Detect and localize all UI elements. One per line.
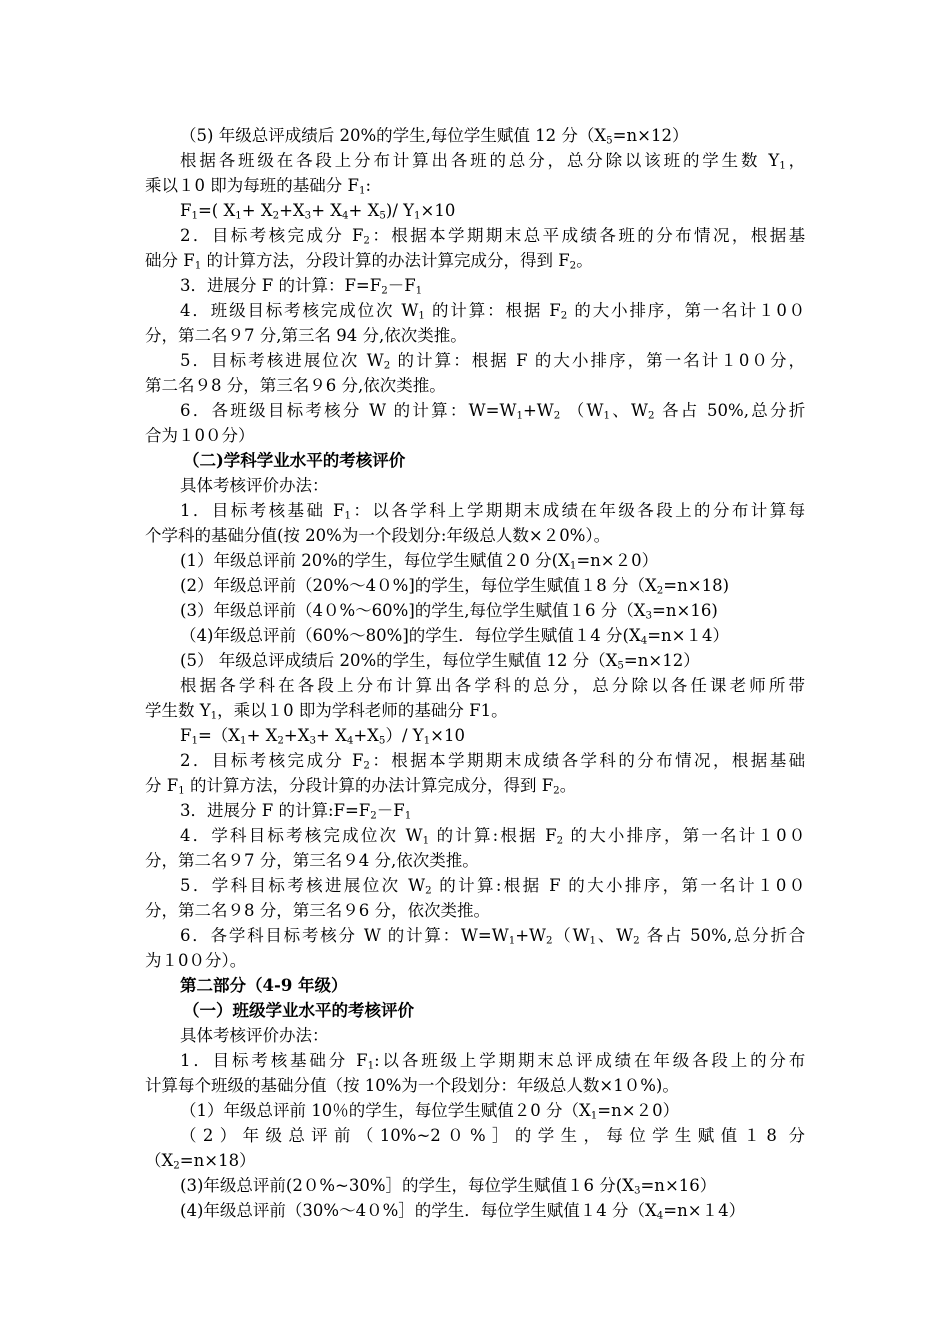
- text-line: 分，第二名９7 分，第三名９4 分,依次类推。: [145, 851, 479, 870]
- text-line: 计算每个班级的基础分值（按 10%为一个段划分：年级总人数×1０%)。: [145, 1076, 679, 1095]
- text-line: 分，第二名９8 分，第三名９6 分，依次类推。: [145, 901, 490, 920]
- text-line: 分，第二名９7 分,第三名 94 分,依次类推。: [145, 326, 467, 345]
- text-line: 乘以１0 即为每班的基础分 $F_1$:: [145, 176, 372, 197]
- text-line: 个学科的基础分值(按 20%为一个段划分:年级总人数×２0%）。: [145, 526, 611, 545]
- text-line: 2．目标考核完成分 $F_2$：根据本学期期末总平成绩各班的分布情况，根据基: [180, 226, 806, 247]
- text-line: 具体考核评价办法：: [180, 476, 329, 495]
- text-line: 6．各班级目标考核分 W 的计算：$W=W_1+W_2$ （$W_1$、$W_2$ 各占 50%,总分折: [180, 401, 806, 422]
- list-item: (2）年级总评前（20%～4０%]的学生，每位学生赋值１8 分$(X_2=n\times 18)$: [180, 576, 729, 597]
- text-line: 1．目标考核基础 $F_1$：以各学科上学期期末成绩在年级各段上的分布计算每: [180, 501, 806, 522]
- text-line: 础分 $F_1$ 的计算方法，分段计算的办法计算完成分，得到 $F_2$。: [145, 251, 593, 272]
- list-item: $(X_2=n\times 18)$: [145, 1151, 256, 1172]
- formula-line: $F_1=(X_1+ X_2+X_3+ X_4+X_5)/$ $Y_1\times 10$: [180, 726, 465, 747]
- text-line: 1．目标考核基础分 $F_1$:以各班级上学期期末总评成绩在年级各段上的分布: [180, 1051, 806, 1072]
- text-line: 学生数 $Y_1$，乘以１0 即为学科老师的基础分 F1。: [145, 701, 508, 722]
- text-line: 第二名９8 分，第三名９6 分,依次类推。: [145, 376, 446, 395]
- list-item: (3)年级总评前(2０%~30%］的学生，每位学生赋值１6 分$(X_3=n\times 16)$: [180, 1176, 717, 1197]
- text-line: 合为１0０分）: [145, 426, 255, 445]
- list-item: (3）年级总评前（4０%～60%]的学生,每位学生赋值１6 分$(X_3=n\times 16)$: [180, 601, 718, 622]
- text-line: 4．学科目标考核完成位次 $W_1$ 的计算:根据 $F_2$ 的大小排序，第一名计１0０: [180, 826, 806, 847]
- text-line: 4．班级目标考核完成位次 $W_1$ 的计算：根据 $F_2$ 的大小排序，第一名计１0０: [180, 301, 806, 322]
- part-heading: 第二部分（4-9 年级）: [180, 976, 348, 995]
- list-item: (4)年级总评前（30%～4０%］的学生．每位学生赋值１4 分$(X_4=n\times 14)$: [180, 1201, 746, 1222]
- text-line: 5．目标考核进展位次 $W_2$ 的计算：根据 F 的大小排序，第一名计１0０分，: [180, 351, 806, 372]
- text-line: 具体考核评价办法：: [180, 1026, 329, 1045]
- list-item: （1）年级总评前 10％的学生，每位学生赋值２0 分$(X_1=n\times 20)$: [180, 1101, 680, 1122]
- list-item: (1）年级总评前 20%的学生，每位学生赋值２0 分$(X_1=n\times 20)$: [180, 551, 659, 572]
- text-line: 分 $F_1$ 的计算方法，分段计算的办法计算完成分，得到 $F_2$。: [145, 776, 577, 797]
- section-heading: （一）班级学业水平的考核评价: [183, 1001, 414, 1020]
- list-item: （2）年级总评前（10%~2０%］的学生，每位学生赋值１8 分: [180, 1126, 805, 1145]
- text-line: 3．进展分 F 的计算$:F=F_2-F_1$: [180, 801, 412, 822]
- formula-line: $F_1=$( $X_1+ X_2+X_3+ X_4+ X_5)/$ $Y_1\times 10$: [180, 201, 456, 222]
- text-line: 根据各学科在各段上分布计算出各学科的总分，总分除以各任课老师所带: [180, 676, 805, 695]
- text-line: 6．各学科目标考核分 W 的计算：$W=W_1+W_2(W_1$、$W_2$ 各占 50%,总分折合: [180, 926, 806, 947]
- text-line: 5．学科目标考核进展位次 $W_2$ 的计算:根据 F 的大小排序，第一名计１0０: [180, 876, 806, 897]
- text-line: （5) 年级总评成绩后 20%的学生,每位学生赋值 12 分$(X_5=n\times 12)$: [180, 126, 689, 147]
- section-heading: （二)学科学业水平的考核评价: [183, 451, 406, 470]
- list-item: (5） 年级总评成绩后 20%的学生，每位学生赋值 12 分$(X_5=n\times 12)$: [180, 651, 700, 672]
- list-item: （4)年级总评前（60%～80%]的学生．每位学生赋值１4 分$(X_4=n\times 14)$: [180, 626, 729, 647]
- text-line: 为１0０分）。: [145, 951, 247, 970]
- text-line: 2．目标考核完成分 $F_2$：根据本学期期末成绩各学科的分布情况，根据基础: [180, 751, 806, 772]
- text-line: 根据各班级在各段上分布计算出各班的总分，总分除以该班的学生数 $Y_1$，: [180, 151, 806, 172]
- text-line: 3．进展分 F 的计算：$F=F_2-F_1$: [180, 276, 423, 297]
